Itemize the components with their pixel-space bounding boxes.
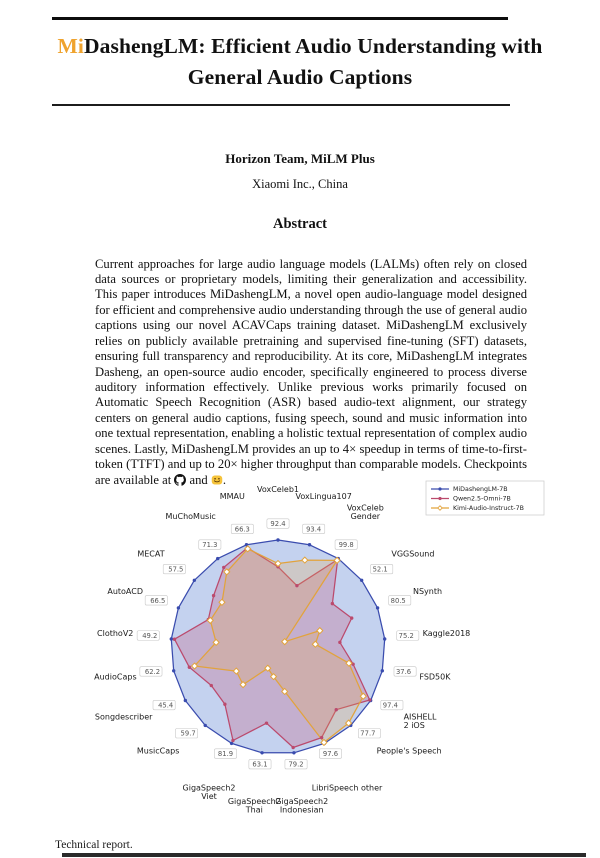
paper-title: [40, 31, 560, 92]
svg-text:VGGSound: VGGSound: [391, 549, 435, 559]
svg-text:93.4: 93.4: [306, 525, 322, 534]
svg-text:63.1: 63.1: [252, 760, 268, 769]
authors-line: Horizon Team, MiLM Plus: [225, 151, 375, 166]
affiliation-line: Xiaomi Inc., China: [252, 177, 348, 191]
svg-text:Qwen2.5-Omni-7B: Qwen2.5-Omni-7B: [453, 495, 511, 503]
svg-text:FSD50K: FSD50K: [419, 672, 451, 682]
svg-text:People's Speech: People's Speech: [376, 746, 442, 756]
svg-text:Songdescriber: Songdescriber: [94, 712, 153, 722]
svg-text:MiDashengLM-7B: MiDashengLM-7B: [453, 486, 508, 494]
radar-chart: [48, 472, 558, 837]
svg-text:66.3: 66.3: [234, 525, 250, 534]
svg-text:59.7: 59.7: [180, 729, 196, 738]
svg-text:49.2: 49.2: [142, 631, 158, 640]
svg-text:MMAU: MMAU: [219, 491, 245, 501]
svg-text:GigaSpeech2Indonesian: GigaSpeech2 Indonesian: [275, 797, 329, 815]
title-line1: [58, 34, 543, 58]
svg-text:97.6: 97.6: [322, 750, 339, 759]
svg-text:MusicCaps: MusicCaps: [136, 746, 180, 756]
svg-text:LibriSpeech other: LibriSpeech other: [311, 783, 383, 793]
top-rule: [52, 17, 508, 20]
svg-text:99.8: 99.8: [338, 541, 354, 550]
svg-text:81.9: 81.9: [217, 750, 234, 759]
title-rule: [52, 104, 510, 106]
page-edge-bar: [62, 853, 586, 857]
svg-text:77.7: 77.7: [360, 729, 376, 738]
abstract-period: .: [222, 472, 227, 487]
svg-text:92.4: 92.4: [270, 520, 286, 528]
svg-text:NSynth: NSynth: [412, 587, 443, 597]
svg-text:AutoACD: AutoACD: [107, 587, 144, 597]
svg-text:AISHELL2 iOS: AISHELL 2 iOS: [403, 712, 437, 730]
svg-text:GigaSpeech2Viet: GigaSpeech2 Viet: [182, 783, 236, 801]
svg-text:75.2: 75.2: [398, 631, 414, 640]
svg-text:VoxLingua107: VoxLingua107: [295, 491, 352, 501]
svg-text:AudioCaps: AudioCaps: [94, 672, 137, 682]
svg-text:ClothoV2: ClothoV2: [97, 629, 134, 639]
svg-text:80.5: 80.5: [390, 596, 406, 605]
svg-text:GigaSpeech2Thai: GigaSpeech2 Thai: [227, 797, 281, 815]
abstract-heading: Abstract: [273, 216, 327, 232]
svg-text:VoxCeleb1: VoxCeleb1: [256, 485, 300, 494]
title-brand-prefix: Mi: [57, 34, 84, 58]
svg-text:MuChoMusic: MuChoMusic: [165, 511, 216, 521]
title-line1-rest: DashengLM: Efficient Audio Understanding with: [84, 34, 543, 58]
svg-text:79.2: 79.2: [288, 760, 304, 769]
svg-text:Kimi-Audio-Instruct-7B: Kimi-Audio-Instruct-7B: [453, 505, 524, 513]
abstract-text: Current approaches for large audio language models (LALMs) often rely on closed data sources or proprietary models, limiting their generalization and accessibility. This paper introduces MiDashengLM, a novel open audio-language model designed for efficient and comprehensive audio understanding through the use of general audio captions using our novel ACAVCaps training dataset. MiDashengLM exclusively relies on publicly available pretraining and supervised fine-tuning (SFT) datasets, ensuring full transparency and reproducibility. At its core, MiDashengLM integrates Dasheng, an open-source audio encoder, specifically engineered to process diverse auditory information effectively. Unlike previous works primarily focused on Automatic Speech Recognition (ASR) based audio-text alignment, our strategy centers on general audio captions, fusing speech, sound and music information into one textual representation, enabling a holistic textual representation of complex audio scenes. Lastly, MiDashengLM provides an up to 4× speedup in terms of time-to-first-token (TTFT) and up to 20× higher throughput than comparable models. Checkpoints are available at: [95, 256, 527, 487]
title-line2: General Audio Captions: [187, 64, 413, 89]
abstract-and: and: [189, 472, 208, 487]
svg-text:62.2: 62.2: [144, 667, 161, 676]
svg-text:57.5: 57.5: [168, 565, 184, 574]
svg-text:VoxCelebGender: VoxCeleb Gender: [346, 503, 384, 521]
svg-text:66.5: 66.5: [150, 596, 166, 605]
abstract-paragraph: [95, 257, 527, 490]
svg-text:97.4: 97.4: [382, 701, 398, 710]
svg-text:71.3: 71.3: [202, 541, 218, 550]
svg-text:37.6: 37.6: [395, 667, 412, 676]
svg-text:Kaggle2018: Kaggle2018: [422, 629, 471, 639]
chart-legend: [426, 481, 544, 515]
svg-text:52.1: 52.1: [372, 565, 388, 574]
svg-text:MECAT: MECAT: [137, 549, 165, 559]
svg-text:45.4: 45.4: [158, 701, 174, 710]
figure-radar: [48, 472, 558, 837]
footer-note: Technical report.: [55, 839, 133, 851]
